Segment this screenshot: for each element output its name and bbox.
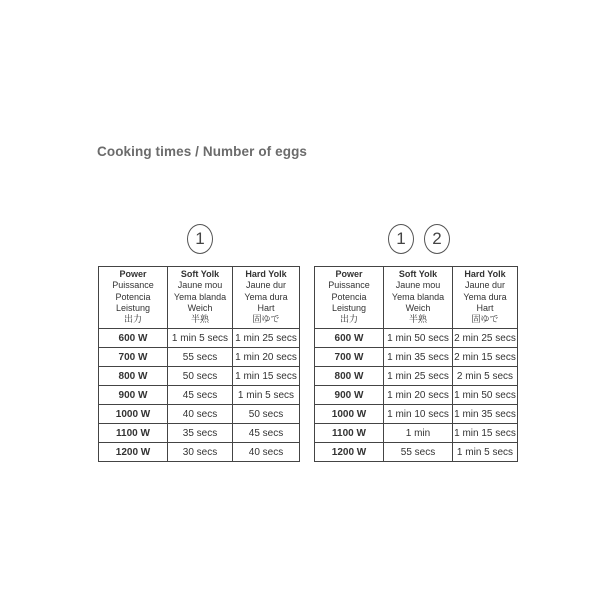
egg-count-badge: 1 xyxy=(187,224,213,254)
header-label: Jaune mou xyxy=(177,280,223,291)
power-cell: 600 W xyxy=(99,329,168,348)
table-row xyxy=(315,424,518,443)
table-row xyxy=(315,329,518,348)
table-row xyxy=(99,329,300,348)
table-row xyxy=(315,405,518,424)
hard-time-cell: 1 min 50 secs xyxy=(453,386,518,405)
header-label: Hart xyxy=(476,302,494,313)
header-label: Jaune mou xyxy=(395,280,441,291)
soft-yolk-header xyxy=(384,267,453,329)
soft-time-cell: 1 min xyxy=(384,424,453,443)
header-label: Yema dura xyxy=(244,291,288,302)
table-row xyxy=(99,443,300,462)
hard-time-cell: 50 secs xyxy=(233,405,300,424)
power-cell: 700 W xyxy=(315,348,384,367)
table-row xyxy=(99,424,300,443)
power-cell: 1100 W xyxy=(99,424,168,443)
header-label: Hard Yolk xyxy=(464,269,506,279)
header-label: Yema dura xyxy=(463,291,507,302)
power-cell: 800 W xyxy=(315,367,384,386)
hard-yolk-header xyxy=(233,267,300,329)
soft-time-cell: 1 min 50 secs xyxy=(384,329,453,348)
hard-time-cell: 45 secs xyxy=(233,424,300,443)
header-label: Hard Yolk xyxy=(245,269,287,279)
soft-yolk-header xyxy=(168,267,233,329)
table-row xyxy=(315,386,518,405)
header-label: 半熟 xyxy=(408,314,427,325)
header-label: Power xyxy=(335,269,363,279)
hard-time-cell: 1 min 15 secs xyxy=(453,424,518,443)
soft-time-cell: 50 secs xyxy=(168,367,233,386)
header-label: Potencia xyxy=(115,291,151,302)
hard-time-cell: 1 min 15 secs xyxy=(233,367,300,386)
header-label: Power xyxy=(119,269,147,279)
cooking-times-table-two-eggs xyxy=(314,266,518,462)
table-row xyxy=(99,386,300,405)
power-cell: 900 W xyxy=(315,386,384,405)
header-label: Puissance xyxy=(328,280,370,291)
header-label: 半熟 xyxy=(190,314,209,325)
header-label: Hart xyxy=(257,302,275,313)
soft-time-cell: 1 min 10 secs xyxy=(384,405,453,424)
hard-time-cell: 1 min 5 secs xyxy=(453,443,518,462)
power-cell: 800 W xyxy=(99,367,168,386)
soft-time-cell: 1 min 25 secs xyxy=(384,367,453,386)
power-cell: 1200 W xyxy=(315,443,384,462)
table-row xyxy=(99,348,300,367)
table-row xyxy=(99,367,300,386)
hard-yolk-header xyxy=(453,267,518,329)
soft-time-cell: 35 secs xyxy=(168,424,233,443)
power-cell: 1200 W xyxy=(99,443,168,462)
header-label: Jaune dur xyxy=(464,280,506,291)
header-row xyxy=(315,267,518,329)
power-cell: 700 W xyxy=(99,348,168,367)
header-label: Soft Yolk xyxy=(180,269,220,279)
power-cell: 900 W xyxy=(99,386,168,405)
power-cell: 600 W xyxy=(315,329,384,348)
power-header xyxy=(99,267,168,329)
table-row xyxy=(315,443,518,462)
hard-time-cell: 1 min 25 secs xyxy=(233,329,300,348)
hard-time-cell: 40 secs xyxy=(233,443,300,462)
hard-time-cell: 2 min 15 secs xyxy=(453,348,518,367)
power-cell: 1000 W xyxy=(99,405,168,424)
header-label: Weich xyxy=(405,302,431,313)
soft-time-cell: 1 min 20 secs xyxy=(384,386,453,405)
header-label: 固ゆで xyxy=(471,314,499,325)
table-row xyxy=(99,405,300,424)
header-label: Weich xyxy=(187,302,213,313)
soft-time-cell: 40 secs xyxy=(168,405,233,424)
egg-count-badge: 2 xyxy=(424,224,450,254)
header-label: Yema blanda xyxy=(391,291,445,302)
header-label: Soft Yolk xyxy=(398,269,438,279)
header-label: Potencia xyxy=(331,291,367,302)
soft-time-cell: 55 secs xyxy=(384,443,453,462)
cooking-times-table-one-egg xyxy=(98,266,300,462)
power-cell: 1100 W xyxy=(315,424,384,443)
power-header xyxy=(315,267,384,329)
table-row xyxy=(315,367,518,386)
header-label: 出力 xyxy=(339,314,358,325)
header-label: Leistung xyxy=(331,302,367,313)
hard-time-cell: 1 min 5 secs xyxy=(233,386,300,405)
header-label: 出力 xyxy=(123,314,142,325)
hard-time-cell: 2 min 25 secs xyxy=(453,329,518,348)
soft-time-cell: 30 secs xyxy=(168,443,233,462)
soft-time-cell: 45 secs xyxy=(168,386,233,405)
header-label: Yema blanda xyxy=(173,291,227,302)
soft-time-cell: 55 secs xyxy=(168,348,233,367)
hard-time-cell: 2 min 5 secs xyxy=(453,367,518,386)
header-label: Jaune dur xyxy=(245,280,287,291)
page-heading: Cooking times / Number of eggs xyxy=(97,144,308,159)
header-label: 固ゆで xyxy=(252,314,280,325)
soft-time-cell: 1 min 35 secs xyxy=(384,348,453,367)
header-row xyxy=(99,267,300,329)
hard-time-cell: 1 min 20 secs xyxy=(233,348,300,367)
header-label: Leistung xyxy=(115,302,151,313)
hard-time-cell: 1 min 35 secs xyxy=(453,405,518,424)
egg-count-badge: 1 xyxy=(388,224,414,254)
table-row xyxy=(315,348,518,367)
soft-time-cell: 1 min 5 secs xyxy=(168,329,233,348)
power-cell: 1000 W xyxy=(315,405,384,424)
header-label: Puissance xyxy=(112,280,154,291)
